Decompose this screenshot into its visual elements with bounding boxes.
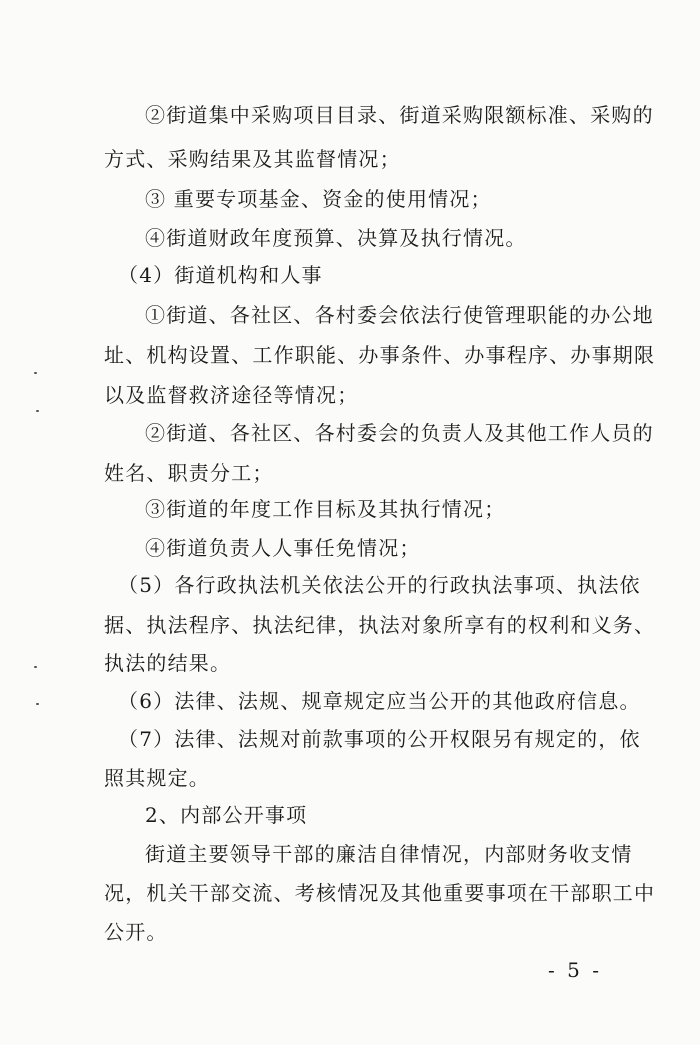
text-line-18: 照其规定。	[104, 766, 210, 790]
subsection-heading-2: 2、内部公开事项	[145, 803, 308, 827]
text-line-11: ③街道的年度工作目标及其执行情况；	[145, 497, 506, 521]
page-number: - 5 -	[548, 958, 602, 982]
text-line-21: 况，机关干部交流、考核情况及其他重要事项在干部职工中	[104, 881, 656, 905]
text-line-22: 公开。	[104, 920, 168, 944]
text-line-2: 方式、采购结果及其监督情况；	[104, 147, 401, 171]
text-line-17: （7）法律、法规对前款事项的公开权限另有规定的，依	[118, 727, 641, 751]
scan-speck	[34, 372, 37, 374]
text-line-1: ②街道集中采购项目目录、街道采购限额标准、采购的	[145, 103, 654, 127]
section-heading-4: （4）街道机构和人事	[118, 263, 323, 287]
text-line-12: ④街道负责人人事任免情况；	[145, 536, 421, 560]
text-line-14: 据、执法程序、执法纪律，执法对象所享有的权利和义务、	[104, 613, 656, 637]
text-line-13: （5）各行政执法机关依法公开的行政执法事项、执法依	[118, 573, 641, 597]
text-line-4: ④街道财政年度预算、决算及执行情况。	[145, 226, 527, 250]
text-line-6: ①街道、各社区、各村委会依法行使管理职能的办公地	[145, 303, 654, 327]
text-line-3: ③ 重要专项基金、资金的使用情况；	[145, 187, 492, 211]
text-line-10: 姓名、职责分工；	[104, 461, 274, 485]
scan-speck	[36, 410, 39, 412]
text-line-8: 以及监督救济途径等情况；	[104, 383, 359, 407]
text-line-9: ②街道、各社区、各村委会的负责人及其他工作人员的	[145, 421, 654, 445]
text-line-20: 街道主要领导干部的廉洁自律情况，内部财务收支情	[145, 842, 633, 866]
text-line-15: 执法的结果。	[104, 651, 232, 675]
text-line-16: （6）法律、法规、规章规定应当公开的其他政府信息。	[118, 689, 641, 713]
scan-speck	[36, 703, 39, 705]
scan-speck	[34, 666, 37, 668]
text-line-7: 址、机构设置、工作职能、办事条件、办事程序、办事期限	[104, 343, 656, 367]
